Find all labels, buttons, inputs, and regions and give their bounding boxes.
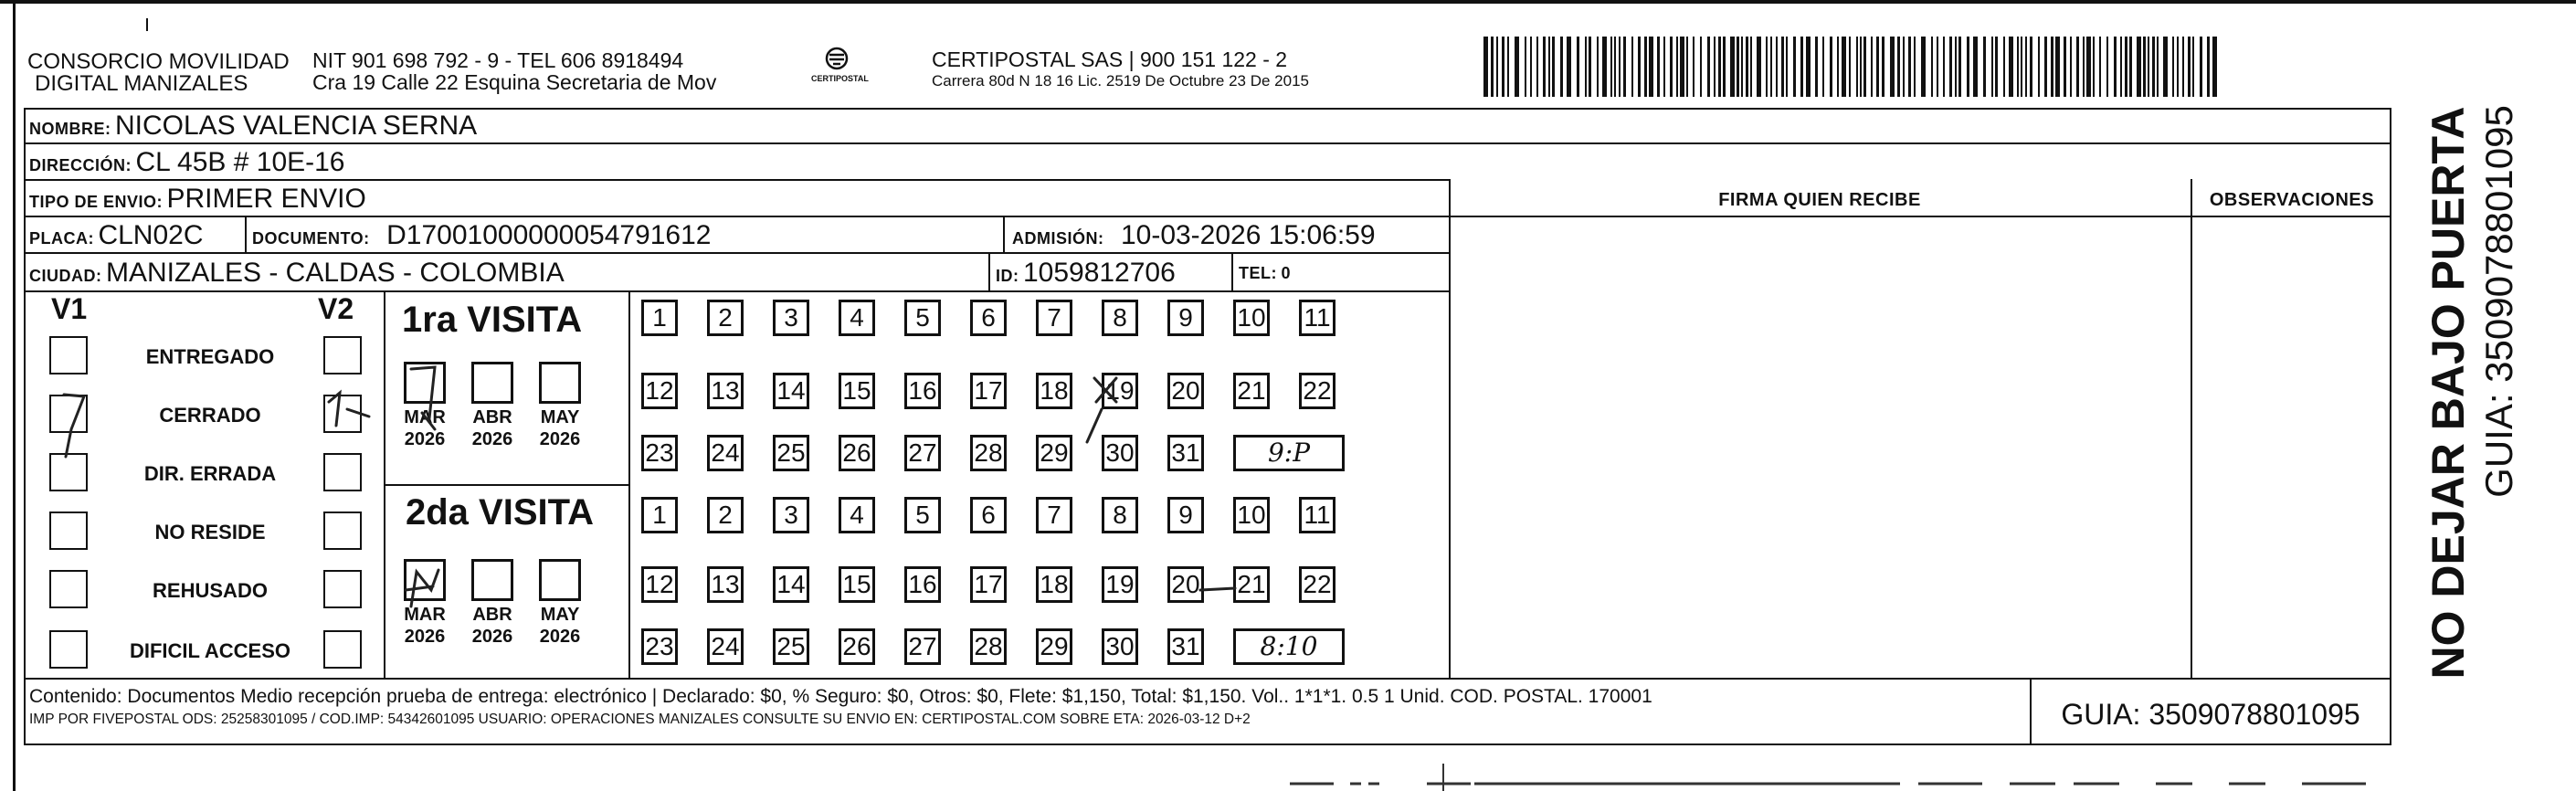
day-box[interactable]: 3 [773, 497, 809, 533]
v1-cerrado-mark [64, 395, 84, 457]
day-box[interactable]: 18 [1036, 373, 1072, 409]
imp-line: IMP POR FIVEPOSTAL ODS: 25258301095 / COD.IMP: 54342601095 USUARIO: OPERACIONES MANIZALES CONSULTE SU ENVIO EN: CERTIPOSTAL.COM SOBRE ETA: 2026-03-12 D+2 [29, 712, 1251, 727]
day-box[interactable]: 29 [1036, 435, 1072, 471]
day-box[interactable]: 7 [1036, 300, 1072, 336]
vertical-guia: GUIA: 3509078801095 [2477, 105, 2520, 498]
day-box[interactable]: 3 [773, 300, 809, 336]
day-box[interactable]: 4 [839, 497, 875, 533]
day-box[interactable]: 19 [1102, 373, 1138, 409]
status-reason-label: NO RESIDE [154, 521, 266, 543]
month-label: MAY [540, 407, 580, 427]
admision-label: ADMISIÓN: [1012, 229, 1104, 248]
observaciones-area[interactable] [2194, 219, 2388, 674]
handwritten-marks [0, 0, 1462, 694]
day-box[interactable]: 13 [707, 566, 744, 603]
visit1-title: 1ra VISITA [402, 300, 583, 340]
firma-header: FIRMA QUIEN RECIBE [1718, 190, 1921, 210]
time-note-box[interactable]: 9:P [1233, 435, 1345, 471]
status-reason-label: DIR. ERRADA [143, 462, 277, 485]
day-box[interactable]: 20 [1167, 566, 1204, 603]
time-note-box[interactable]: 8:10 [1233, 628, 1345, 665]
visit2-mar-mark [406, 570, 438, 606]
barcode-icon [1483, 37, 2220, 97]
day-box[interactable]: 8 [1102, 300, 1138, 336]
day-box[interactable]: 12 [641, 566, 678, 603]
admision-value: 10-03-2026 15:06:59 [1120, 220, 1376, 250]
day-box[interactable]: 13 [707, 373, 744, 409]
day-box[interactable]: 27 [904, 628, 941, 665]
license-line: Carrera 80d N 18 16 Lic. 2519 De Octubre 23 De 2015 [932, 72, 1309, 90]
tel-value: 0 [1281, 264, 1291, 282]
nit-line: NIT 901 698 792 - 9 - TEL 606 8918494 [312, 48, 684, 72]
day-box[interactable]: 31 [1167, 435, 1204, 471]
day-box[interactable]: 15 [839, 566, 875, 603]
direccion-value: CL 45B # 10E-16 [135, 147, 345, 177]
day-box[interactable]: 21 [1233, 373, 1270, 409]
day-box[interactable]: 6 [970, 300, 1007, 336]
id-value: 1059812706 [1022, 258, 1176, 288]
day-box[interactable]: 27 [904, 435, 941, 471]
day-box[interactable]: 22 [1299, 566, 1336, 603]
month-year-label: 2026 [471, 627, 513, 647]
day-box[interactable]: 7 [1036, 497, 1072, 533]
day-box[interactable]: 26 [839, 628, 875, 665]
tipo-value: PRIMER ENVIO [166, 184, 366, 214]
day-box[interactable]: 16 [904, 566, 941, 603]
month-label: ABR [472, 407, 512, 427]
certipostal-line: CERTIPOSTAL SAS | 900 151 122 - 2 [932, 47, 1288, 71]
v2-cerrado-mark [329, 393, 369, 426]
day-box[interactable]: 9 [1167, 300, 1204, 336]
day-box[interactable]: 26 [839, 435, 875, 471]
tel-label: TEL: [1239, 264, 1277, 282]
day-box[interactable]: 29 [1036, 628, 1072, 665]
tipo-label: TIPO DE ENVIO: [29, 193, 164, 211]
month-label: MAR [404, 407, 446, 427]
status-reason-label: CERRADO [159, 404, 261, 427]
ciudad-value: MANIZALES - CALDAS - COLOMBIA [105, 258, 565, 288]
ciudad-label: CIUDAD: [29, 267, 102, 285]
placa-label: PLACA: [29, 229, 94, 248]
status-reason-label: ENTREGADO [145, 345, 275, 368]
day-box[interactable]: 1 [641, 300, 678, 336]
v2-header: V2 [318, 292, 354, 325]
company-line1: CONSORCIO MOVILIDAD [27, 49, 290, 74]
day-box[interactable]: 17 [970, 566, 1007, 603]
day-box[interactable]: 11 [1299, 497, 1336, 533]
v1-header: V1 [51, 292, 88, 325]
day-box[interactable]: 25 [773, 435, 809, 471]
day-box[interactable]: 17 [970, 373, 1007, 409]
direccion-label: DIRECCIÓN: [29, 156, 132, 174]
day-box[interactable]: 21 [1233, 566, 1270, 603]
no-dejar-warning: NO DEJAR BAJO PUERTA [2423, 106, 2474, 680]
placa-value: CLN02C [98, 220, 204, 250]
guia-box-text: GUIA: 3509078801095 [2061, 698, 2360, 731]
day-box[interactable]: 31 [1167, 628, 1204, 665]
day-box[interactable]: 28 [970, 628, 1007, 665]
nombre-label: NOMBRE: [29, 120, 111, 138]
month-year-label: 2026 [471, 429, 513, 449]
side-header-line [1449, 216, 2391, 217]
day-box[interactable]: 22 [1299, 373, 1336, 409]
status-reason-label: REHUSADO [153, 579, 268, 602]
documento-value: D17001000000054791612 [386, 220, 712, 250]
day-box[interactable]: 28 [970, 435, 1007, 471]
day-box[interactable]: 5 [904, 300, 941, 336]
status-reason-label: DIFICIL ACCESO [129, 639, 290, 662]
month-year-label: 2026 [404, 627, 446, 647]
day-box[interactable]: 9 [1167, 497, 1204, 533]
month-label: MAR [404, 605, 446, 625]
logo-text: CERTIPOSTAL [811, 74, 869, 83]
address-line: Cra 19 Calle 22 Esquina Secretaria de Mov [312, 70, 717, 94]
day-box[interactable]: 18 [1036, 566, 1072, 603]
day-box[interactable]: 10 [1233, 300, 1270, 336]
day-box[interactable]: 14 [773, 373, 809, 409]
day-box[interactable]: 24 [707, 628, 744, 665]
visit2-title: 2da VISITA [406, 492, 594, 533]
day-box[interactable]: 2 [707, 300, 744, 336]
day-box[interactable]: 19 [1102, 566, 1138, 603]
day-box[interactable]: 16 [904, 373, 941, 409]
id-label: ID: [996, 267, 1019, 285]
day-box[interactable]: 30 [1102, 435, 1138, 471]
day-box[interactable]: 15 [839, 373, 875, 409]
day-box[interactable]: 12 [641, 373, 678, 409]
scan-artifacts [1279, 764, 2576, 791]
day-box[interactable]: 23 [641, 435, 678, 471]
nombre-value: NICOLAS VALENCIA SERNA [114, 111, 478, 141]
month-label: MAY [540, 605, 580, 625]
day-box[interactable]: 5 [904, 497, 941, 533]
contenido-line: Contenido: Documentos Medio recepción prueba de entrega: electrónico | Declarado: $0, % Seguro: $0, Otros: $0, Flete: $1,150, Total: $1,150. Vol.. 1*1*1. 0.5 1 Unid. COD. POSTAL. 170001 [29, 686, 1652, 707]
day-box[interactable]: 20 [1167, 373, 1204, 409]
visit1-day18-mark [1087, 378, 1116, 442]
observaciones-header: OBSERVACIONES [2209, 190, 2375, 210]
company-line2: DIGITAL MANIZALES [35, 71, 248, 96]
day-box[interactable]: 2 [707, 497, 744, 533]
day-box[interactable]: 24 [707, 435, 744, 471]
visit1-mar-mark [411, 367, 435, 429]
signature-area[interactable] [1454, 219, 2185, 674]
day-box[interactable]: 30 [1102, 628, 1138, 665]
visit2-day19-mark [1200, 588, 1235, 590]
day-box[interactable]: 23 [641, 628, 678, 665]
day-box[interactable]: 11 [1299, 300, 1336, 336]
day-box[interactable]: 4 [839, 300, 875, 336]
day-box[interactable]: 1 [641, 497, 678, 533]
documento-label: DOCUMENTO: [252, 229, 370, 248]
day-box[interactable]: 10 [1233, 497, 1270, 533]
day-box[interactable]: 6 [970, 497, 1007, 533]
month-label: ABR [472, 605, 512, 625]
day-box[interactable]: 14 [773, 566, 809, 603]
month-year-label: 2026 [539, 627, 581, 647]
divider-observaciones [2191, 179, 2192, 678]
month-year-label: 2026 [404, 429, 446, 449]
day-box[interactable]: 8 [1102, 497, 1138, 533]
month-year-label: 2026 [539, 429, 581, 449]
day-box[interactable]: 25 [773, 628, 809, 665]
